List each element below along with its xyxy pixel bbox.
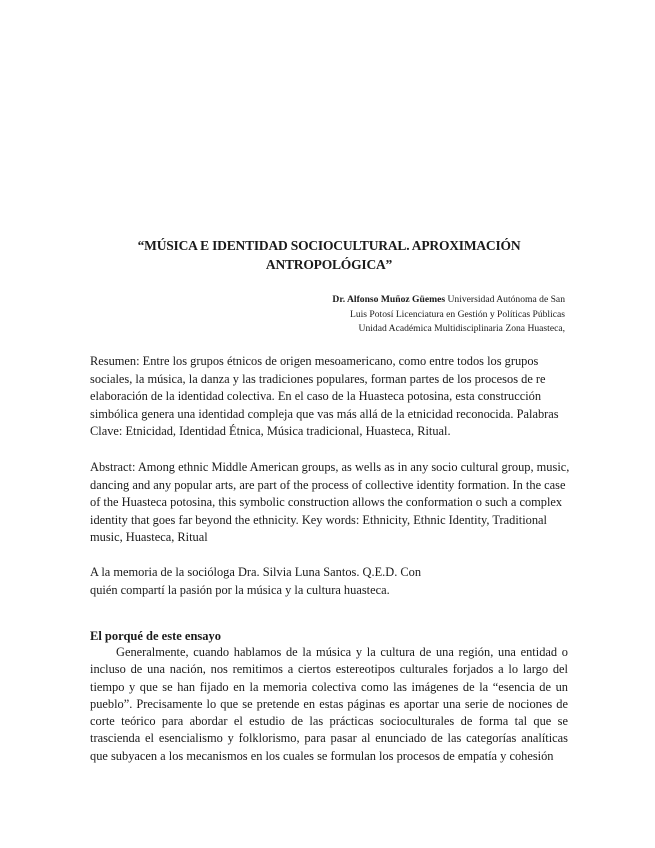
author-block [330,293,565,337]
author-name: Dr. Alfonso Muñoz Güemes [332,294,446,305]
paper-title: “MÚSICA E IDENTIDAD SOCIOCULTURAL. APROXIMACIÓN ANTROPOLÓGICA” [137,238,521,272]
author-affiliation: Universidad Autónoma de San Luis Potosí Licenciatura en Gestión y Políticas Públicas Unidad Académica Multidisciplinaria Zona Huasteca, [349,294,565,334]
dedication-paragraph: A la memoria de la socióloga Dra. Silvia Luna Santos. Q.E.D. Con quién compartí la pasión por la música y la cultura huasteca. [90,565,422,597]
section-body: Generalmente, cuando hablamos de la música y la cultura de una región, una entidad o incluso de una nación, nos remitimos a ciertos estereotipos culturales forjados a lo largo del tiempo y que se han fijado en la memoria colectiva como las imágenes de la “esencia de un pueblo”. Precisamente lo que se pretende en estas páginas es aportar una serie de nociones de corte teórico para abordar el estudio de las prácticas socioculturales de forma tal que se trascienda el esencialismo y folklorismo, para pasar al enunciado de las categorías analíticas que subyacen a los mecanismos en los cuales se formulan los procesos de empatía y cohesión [90,645,568,763]
abstract-paragraph: Abstract: Among ethnic Middle American groups, as wells as in any socio cultural group, music, dancing and any popular arts, are part of the process of collective identity formation. In the case of the Huasteca potosina, this symbolic construction allows the conformation o such a complex identity that goes far beyond the ethnicity. Key words: Ethnicity, Ethnic Identity, Traditional music, Huasteca, Ritual [90,460,570,545]
resumen-paragraph: Resumen: Entre los grupos étnicos de origen mesoamericano, como entre todos los grupos sociales, la música, la danza y las tradiciones populares, forman partes de los procesos de re elaboración de la identidad colectiva. En el caso de la Huasteca potosina, esta construcción simbólica genera una identidad compleja que vas más allá de la etnicidad reconocida. Palabras Clave: Etnicidad, Identidad Étnica, Música tradicional, Huasteca, Ritual. [90,354,559,439]
section-heading: El porqué de este ensayo [90,629,222,643]
